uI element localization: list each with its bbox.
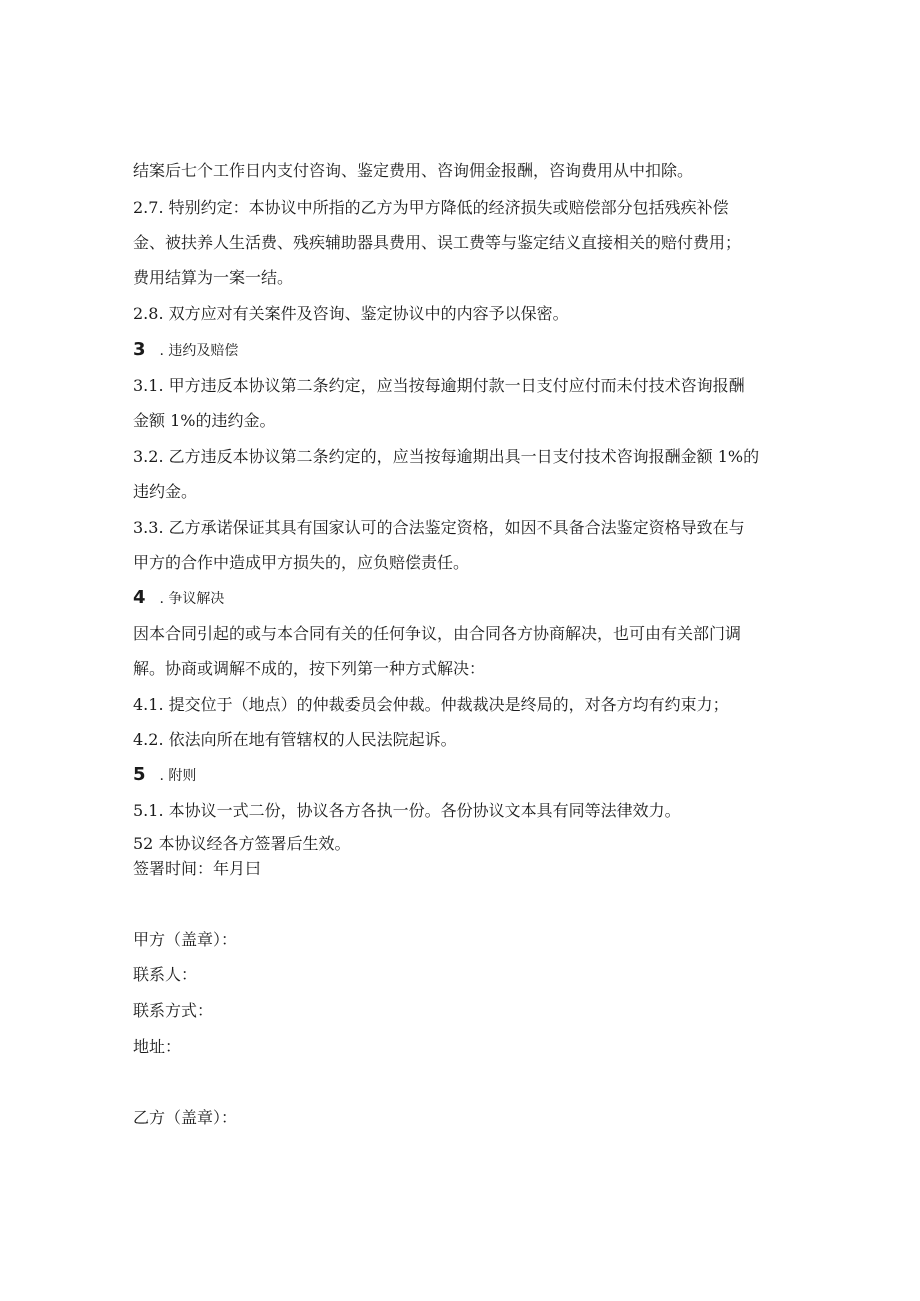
- paragraph-line: 结案后七个工作日内支付咨询、鉴定费用、咨询佣金报酬，咨询费用从中扣除。: [133, 161, 694, 180]
- section-number: 5: [133, 764, 146, 785]
- clause-4-2: 4.2. 依法向所在地有管辖权的人民法院起诉。: [133, 730, 457, 749]
- clause-3-2-line2: 违约金。: [133, 482, 198, 501]
- dispute-line1: 因本合同引起的或与本合同有关的任何争议，由合同各方协商解决，也可由有关部门调: [133, 624, 742, 643]
- clause-3-3-line2: 甲方的合作中造成甲方损失的，应负赔偿责任。: [133, 553, 470, 572]
- clause-3-2-line1: 3.2. 乙方违反本协议第二条约定的，应当按每逾期出具一日支付技术咨询报酬金额 1%的: [133, 447, 760, 466]
- section-heading-3: [133, 339, 238, 362]
- section-title: . 违约及赔偿: [159, 343, 239, 359]
- section-title: . 附则: [159, 768, 197, 784]
- section-number: 4: [133, 587, 146, 608]
- section-heading-5: [133, 764, 196, 787]
- clause-2-7-line2: 金、被扶养人生活费、残疾辅助器具费用、误工费等与鉴定结义直接相关的赔付费用；: [133, 233, 742, 252]
- clause-3-1-line2: 金额 1%的违约金。: [133, 411, 276, 430]
- clause-2-7-line1: 2.7. 特别约定：本协议中所指的乙方为甲方降低的经济损失或赔偿部分包括残疾补偿: [133, 198, 729, 217]
- contact-method-label: 联系方式：: [133, 1001, 214, 1020]
- clause-3-1-line1: 3.1. 甲方违反本协议第二条约定，应当按每逾期付款一日支付应付而未付技术咨询报酬: [133, 376, 745, 395]
- party-b-seal-label: 乙方（盖章）：: [133, 1108, 238, 1127]
- clause-4-1: 4.1. 提交位于（地点）的仲裁委员会仲裁。仲裁裁决是终局的，对各方均有约束力；: [133, 695, 729, 714]
- section-number: 3: [133, 339, 146, 360]
- contact-person-label: 联系人：: [133, 965, 198, 984]
- party-a-seal-label: 甲方（盖章）：: [133, 930, 238, 949]
- address-label: 地址：: [133, 1037, 182, 1056]
- section-heading-4: [133, 587, 224, 610]
- clause-2-7-line3: 费用结算为一案一结。: [133, 268, 294, 287]
- dispute-line2: 解。协商或调解不成的，按下列第一种方式解决：: [133, 659, 486, 678]
- signing-date: 签署时间：年月曰: [133, 859, 262, 878]
- clause-2-8: 2.8. 双方应对有关案件及咨询、鉴定协议中的内容予以保密。: [133, 304, 569, 323]
- section-title: . 争议解决: [159, 591, 225, 607]
- clause-3-3-line1: 3.3. 乙方承诺保证其具有国家认可的合法鉴定资格，如因不具备合法鉴定资格导致在与: [133, 518, 745, 537]
- clause-5-2: 52 本协议经各方签署后生效。: [133, 834, 351, 853]
- clause-5-1: 5.1. 本协议一式二份，协议各方各执一份。各份协议文本具有同等法律效力。: [133, 801, 681, 820]
